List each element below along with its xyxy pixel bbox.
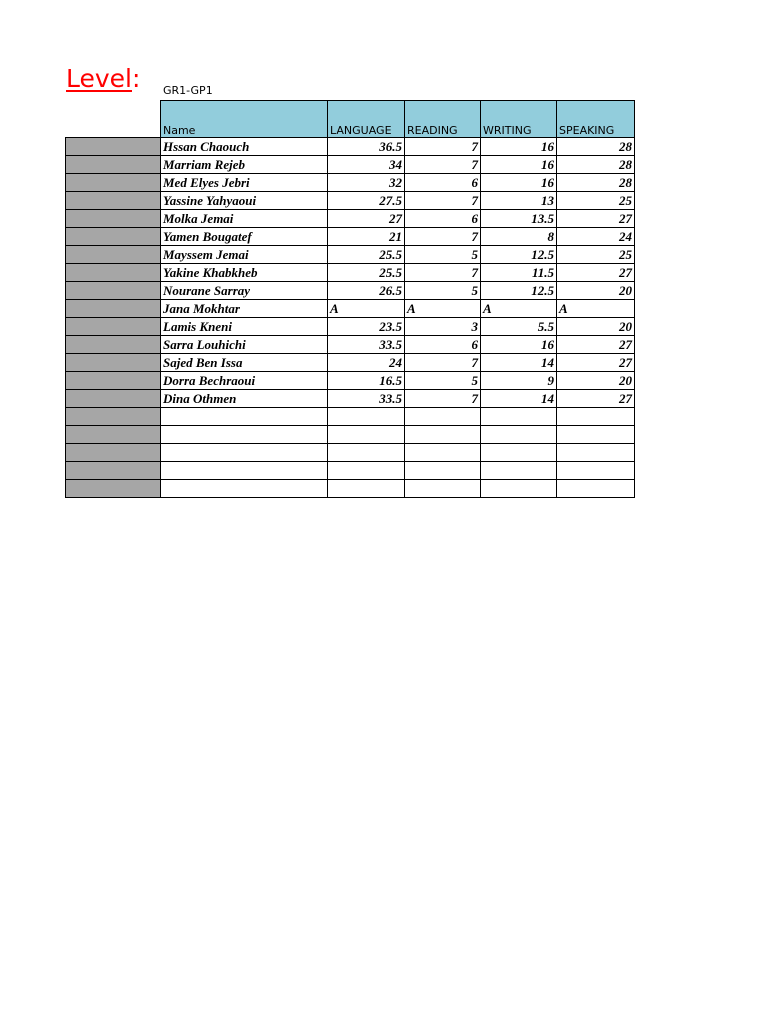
table-row xyxy=(66,372,635,390)
student-name-cell[interactable]: Yassine Yahyaoui xyxy=(161,192,328,210)
speaking-score-cell[interactable]: 28 xyxy=(557,156,635,174)
header-speaking[interactable]: SPEAKING xyxy=(557,101,635,138)
table-row xyxy=(66,210,635,228)
level-colon: : xyxy=(132,64,141,93)
student-name-cell[interactable]: Marriam Rejeb xyxy=(161,156,328,174)
table-row xyxy=(66,318,635,336)
header-language[interactable]: LANGUAGE xyxy=(328,101,405,138)
reading-score-cell[interactable]: 5 xyxy=(405,246,481,264)
student-name-cell[interactable]: Jana Mokhtar xyxy=(161,300,328,318)
speaking-score-cell[interactable]: 28 xyxy=(557,174,635,192)
writing-score-cell[interactable]: 13.5 xyxy=(481,210,557,228)
language-score-cell[interactable]: 16.5 xyxy=(328,372,405,390)
student-name-cell[interactable]: Yakine Khabkheb xyxy=(161,264,328,282)
grades-table xyxy=(65,100,635,498)
empty-cell[interactable] xyxy=(405,444,481,462)
row-index-cell[interactable] xyxy=(66,390,161,408)
reading-score-cell[interactable]: 7 xyxy=(405,354,481,372)
language-score-cell[interactable]: 21 xyxy=(328,228,405,246)
table-row xyxy=(66,246,635,264)
reading-score-cell[interactable]: 3 xyxy=(405,318,481,336)
speaking-score-cell[interactable]: 20 xyxy=(557,318,635,336)
student-name-cell[interactable]: Sajed Ben Issa xyxy=(161,354,328,372)
table-row xyxy=(66,192,635,210)
table-row xyxy=(66,228,635,246)
row-index-cell[interactable] xyxy=(66,138,161,156)
language-score-cell[interactable]: 25.5 xyxy=(328,246,405,264)
empty-cell[interactable] xyxy=(161,444,328,462)
student-name-cell[interactable]: Hssan Chaouch xyxy=(161,138,328,156)
reading-score-cell[interactable]: 5 xyxy=(405,372,481,390)
student-name-cell[interactable]: Nourane Sarray xyxy=(161,282,328,300)
language-score-cell[interactable]: 26.5 xyxy=(328,282,405,300)
table-row xyxy=(66,174,635,192)
row-index-cell[interactable] xyxy=(66,156,161,174)
speaking-score-cell[interactable]: 20 xyxy=(557,282,635,300)
empty-cell[interactable] xyxy=(161,480,328,498)
table-row xyxy=(66,390,635,408)
writing-score-cell[interactable]: 8 xyxy=(481,228,557,246)
header-row xyxy=(66,101,635,138)
header-writing[interactable]: WRITING xyxy=(481,101,557,138)
row-index-cell[interactable] xyxy=(66,318,161,336)
row-index-cell[interactable] xyxy=(66,372,161,390)
reading-score-cell[interactable]: 7 xyxy=(405,390,481,408)
table-row xyxy=(66,354,635,372)
empty-cell[interactable] xyxy=(481,462,557,480)
row-index-cell[interactable] xyxy=(66,300,161,318)
empty-cell[interactable] xyxy=(405,426,481,444)
group-code: GR1-GP1 xyxy=(163,84,213,97)
speaking-score-cell[interactable]: 27 xyxy=(557,210,635,228)
row-index-cell[interactable] xyxy=(66,228,161,246)
language-score-cell[interactable]: A xyxy=(328,300,405,318)
student-name-cell[interactable]: Dina Othmen xyxy=(161,390,328,408)
writing-score-cell[interactable]: 16 xyxy=(481,336,557,354)
writing-score-cell[interactable]: 16 xyxy=(481,138,557,156)
speaking-score-cell[interactable]: 25 xyxy=(557,246,635,264)
speaking-score-cell[interactable]: A xyxy=(557,300,635,318)
empty-cell[interactable] xyxy=(481,480,557,498)
empty-cell[interactable] xyxy=(481,444,557,462)
reading-score-cell[interactable]: 5 xyxy=(405,282,481,300)
table-body xyxy=(66,138,635,498)
empty-cell[interactable] xyxy=(405,408,481,426)
language-score-cell[interactable]: 36.5 xyxy=(328,138,405,156)
reading-score-cell[interactable]: 6 xyxy=(405,174,481,192)
reading-score-cell[interactable]: 7 xyxy=(405,138,481,156)
speaking-score-cell[interactable]: 27 xyxy=(557,390,635,408)
empty-cell[interactable] xyxy=(328,462,405,480)
row-index-cell[interactable] xyxy=(66,426,161,444)
empty-cell[interactable] xyxy=(405,462,481,480)
row-index-cell[interactable] xyxy=(66,408,161,426)
table-row xyxy=(66,300,635,318)
row-index-cell[interactable] xyxy=(66,336,161,354)
reading-score-cell[interactable]: 7 xyxy=(405,264,481,282)
row-index-cell[interactable] xyxy=(66,210,161,228)
table-row xyxy=(66,336,635,354)
empty-cell[interactable] xyxy=(557,462,635,480)
language-score-cell[interactable]: 33.5 xyxy=(328,390,405,408)
row-index-cell[interactable] xyxy=(66,462,161,480)
student-name-cell[interactable]: Sarra Louhichi xyxy=(161,336,328,354)
speaking-score-cell[interactable]: 25 xyxy=(557,192,635,210)
table-row xyxy=(66,282,635,300)
empty-row xyxy=(66,480,635,498)
row-index-cell[interactable] xyxy=(66,282,161,300)
language-score-cell[interactable]: 24 xyxy=(328,354,405,372)
row-index-cell[interactable] xyxy=(66,246,161,264)
empty-cell[interactable] xyxy=(161,426,328,444)
table-row xyxy=(66,138,635,156)
reading-score-cell[interactable]: 7 xyxy=(405,228,481,246)
speaking-score-cell[interactable]: 27 xyxy=(557,264,635,282)
writing-score-cell[interactable]: 16 xyxy=(481,174,557,192)
language-score-cell[interactable]: 33.5 xyxy=(328,336,405,354)
empty-row xyxy=(66,462,635,480)
language-score-cell[interactable]: 27 xyxy=(328,210,405,228)
empty-cell[interactable] xyxy=(481,426,557,444)
language-score-cell[interactable]: 27.5 xyxy=(328,192,405,210)
table-row xyxy=(66,156,635,174)
language-score-cell[interactable]: 34 xyxy=(328,156,405,174)
speaking-score-cell[interactable]: 27 xyxy=(557,336,635,354)
empty-cell[interactable] xyxy=(328,426,405,444)
row-index-cell[interactable] xyxy=(66,174,161,192)
student-name-cell[interactable]: Lamis Kneni xyxy=(161,318,328,336)
writing-score-cell[interactable]: 13 xyxy=(481,192,557,210)
empty-cell[interactable] xyxy=(161,408,328,426)
empty-row xyxy=(66,426,635,444)
empty-cell[interactable] xyxy=(557,480,635,498)
reading-score-cell[interactable]: A xyxy=(405,300,481,318)
empty-cell[interactable] xyxy=(328,408,405,426)
student-name-cell[interactable]: Molka Jemai xyxy=(161,210,328,228)
language-score-cell[interactable]: 23.5 xyxy=(328,318,405,336)
reading-score-cell[interactable]: 7 xyxy=(405,192,481,210)
row-index-cell[interactable] xyxy=(66,192,161,210)
student-name-cell[interactable]: Dorra Bechraoui xyxy=(161,372,328,390)
speaking-score-cell[interactable]: 27 xyxy=(557,354,635,372)
empty-cell[interactable] xyxy=(557,426,635,444)
row-index-cell[interactable] xyxy=(66,354,161,372)
level-label xyxy=(66,64,140,93)
language-score-cell[interactable]: 25.5 xyxy=(328,264,405,282)
empty-cell[interactable] xyxy=(405,480,481,498)
empty-cell[interactable] xyxy=(328,480,405,498)
level-word: Level xyxy=(66,64,132,93)
student-name-cell[interactable]: Yamen Bougatef xyxy=(161,228,328,246)
empty-row xyxy=(66,408,635,426)
writing-score-cell[interactable]: 12.5 xyxy=(481,282,557,300)
reading-score-cell[interactable]: 6 xyxy=(405,336,481,354)
writing-score-cell[interactable]: 16 xyxy=(481,156,557,174)
header-blank-cell xyxy=(66,101,161,138)
speaking-score-cell[interactable]: 24 xyxy=(557,228,635,246)
row-index-cell[interactable] xyxy=(66,264,161,282)
header-reading[interactable]: READING xyxy=(405,101,481,138)
empty-cell[interactable] xyxy=(161,462,328,480)
writing-score-cell[interactable]: A xyxy=(481,300,557,318)
language-score-cell[interactable]: 32 xyxy=(328,174,405,192)
writing-score-cell[interactable]: 14 xyxy=(481,390,557,408)
empty-cell[interactable] xyxy=(557,444,635,462)
student-name-cell[interactable]: Mayssem Jemai xyxy=(161,246,328,264)
empty-cell[interactable] xyxy=(557,408,635,426)
writing-score-cell[interactable]: 14 xyxy=(481,354,557,372)
row-index-cell[interactable] xyxy=(66,444,161,462)
empty-row xyxy=(66,444,635,462)
empty-cell[interactable] xyxy=(328,444,405,462)
row-index-cell[interactable] xyxy=(66,480,161,498)
header-name[interactable]: Name xyxy=(161,101,328,138)
student-name-cell[interactable]: Med Elyes Jebri xyxy=(161,174,328,192)
writing-score-cell[interactable]: 11.5 xyxy=(481,264,557,282)
writing-score-cell[interactable]: 12.5 xyxy=(481,246,557,264)
speaking-score-cell[interactable]: 20 xyxy=(557,372,635,390)
reading-score-cell[interactable]: 6 xyxy=(405,210,481,228)
table-row xyxy=(66,264,635,282)
writing-score-cell[interactable]: 9 xyxy=(481,372,557,390)
empty-cell[interactable] xyxy=(481,408,557,426)
speaking-score-cell[interactable]: 28 xyxy=(557,138,635,156)
writing-score-cell[interactable]: 5.5 xyxy=(481,318,557,336)
reading-score-cell[interactable]: 7 xyxy=(405,156,481,174)
